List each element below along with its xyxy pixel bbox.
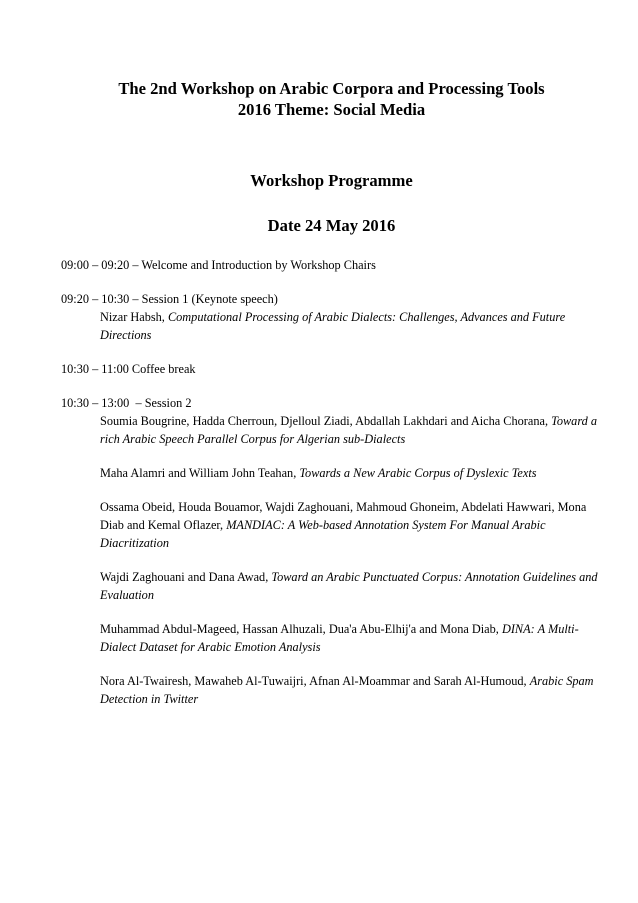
paper-title: DINA: A Multi-Dialect Dataset for Arabic Emotion Analysis — [100, 622, 579, 654]
document-title-line-2: 2016 Theme: Social Media — [237, 100, 426, 119]
schedule-entry-session-1 — [61, 290, 598, 344]
paper-title: MANDIAC: A Web-based Annotation System For Manual Arabic Diacritization — [100, 518, 546, 550]
paper-2 — [100, 464, 598, 482]
paper-authors: Maha Alamri and William John Teahan, — [100, 466, 300, 480]
schedule — [61, 256, 598, 708]
paper-title: Towards a New Arabic Corpus of Dyslexic Texts — [299, 466, 537, 480]
paper-authors: Muhammad Abdul-Mageed, Hassan Alhuzali, Dua'a Abu-Elhij'a and Mona Diab, — [100, 622, 502, 636]
paper-5 — [100, 620, 598, 656]
paper-authors: Ossama Obeid, Houda Bouamor, Wajdi Zaghouani, Mahmoud Ghoneim, Abdelati Hawwari, Mona Diab and Kemal Oflazer, — [100, 500, 587, 532]
keynote-talk — [100, 308, 598, 344]
schedule-entry-coffee — [61, 360, 598, 378]
date-heading: Date 24 May 2016 — [267, 216, 396, 235]
keynote-title: Computational Processing of Arabic Dialects: Challenges, Advances and Future Directions — [100, 310, 566, 342]
paper-title: Toward a rich Arabic Speech Parallel Corpus for Algerian sub-Dialects — [100, 414, 598, 446]
paper-authors: Nora Al-Twairesh, Mawaheb Al-Tuwaijri, Afnan Al-Moammar and Sarah Al-Humoud, — [100, 674, 530, 688]
paper-6 — [100, 672, 598, 708]
paper-1 — [100, 412, 598, 448]
paper-3 — [100, 498, 598, 552]
paper-4 — [100, 568, 598, 604]
welcome-line: 09:00 – 09:20 – Welcome and Introduction by Workshop Chairs — [61, 258, 376, 272]
paper-authors: Soumia Bougrine, Hadda Cherroun, Djelloul Ziadi, Abdallah Lakhdari and Aicha Chorana, — [100, 414, 552, 428]
session-1-heading: 09:20 – 10:30 – Session 1 (Keynote speech) — [61, 292, 278, 306]
paper-title: Toward an Arabic Punctuated Corpus: Annotation Guidelines and Evaluation — [100, 570, 598, 602]
paper-title: Arabic Spam Detection in Twitter — [100, 674, 594, 706]
keynote-speaker: Nizar Habsh, — [100, 310, 168, 324]
document-title-line-1: The 2nd Workshop on Arabic Corpora and Processing Tools — [118, 79, 545, 98]
schedule-entry-session-2 — [61, 394, 598, 708]
paper-authors: Wajdi Zaghouani and Dana Awad, — [100, 570, 272, 584]
coffee-break-line: 10:30 – 11:00 Coffee break — [61, 362, 196, 376]
programme-heading: Workshop Programme — [250, 171, 413, 190]
session-2-heading: 10:30 – 13:00 – Session 2 — [61, 396, 192, 410]
schedule-entry-welcome — [61, 256, 598, 274]
